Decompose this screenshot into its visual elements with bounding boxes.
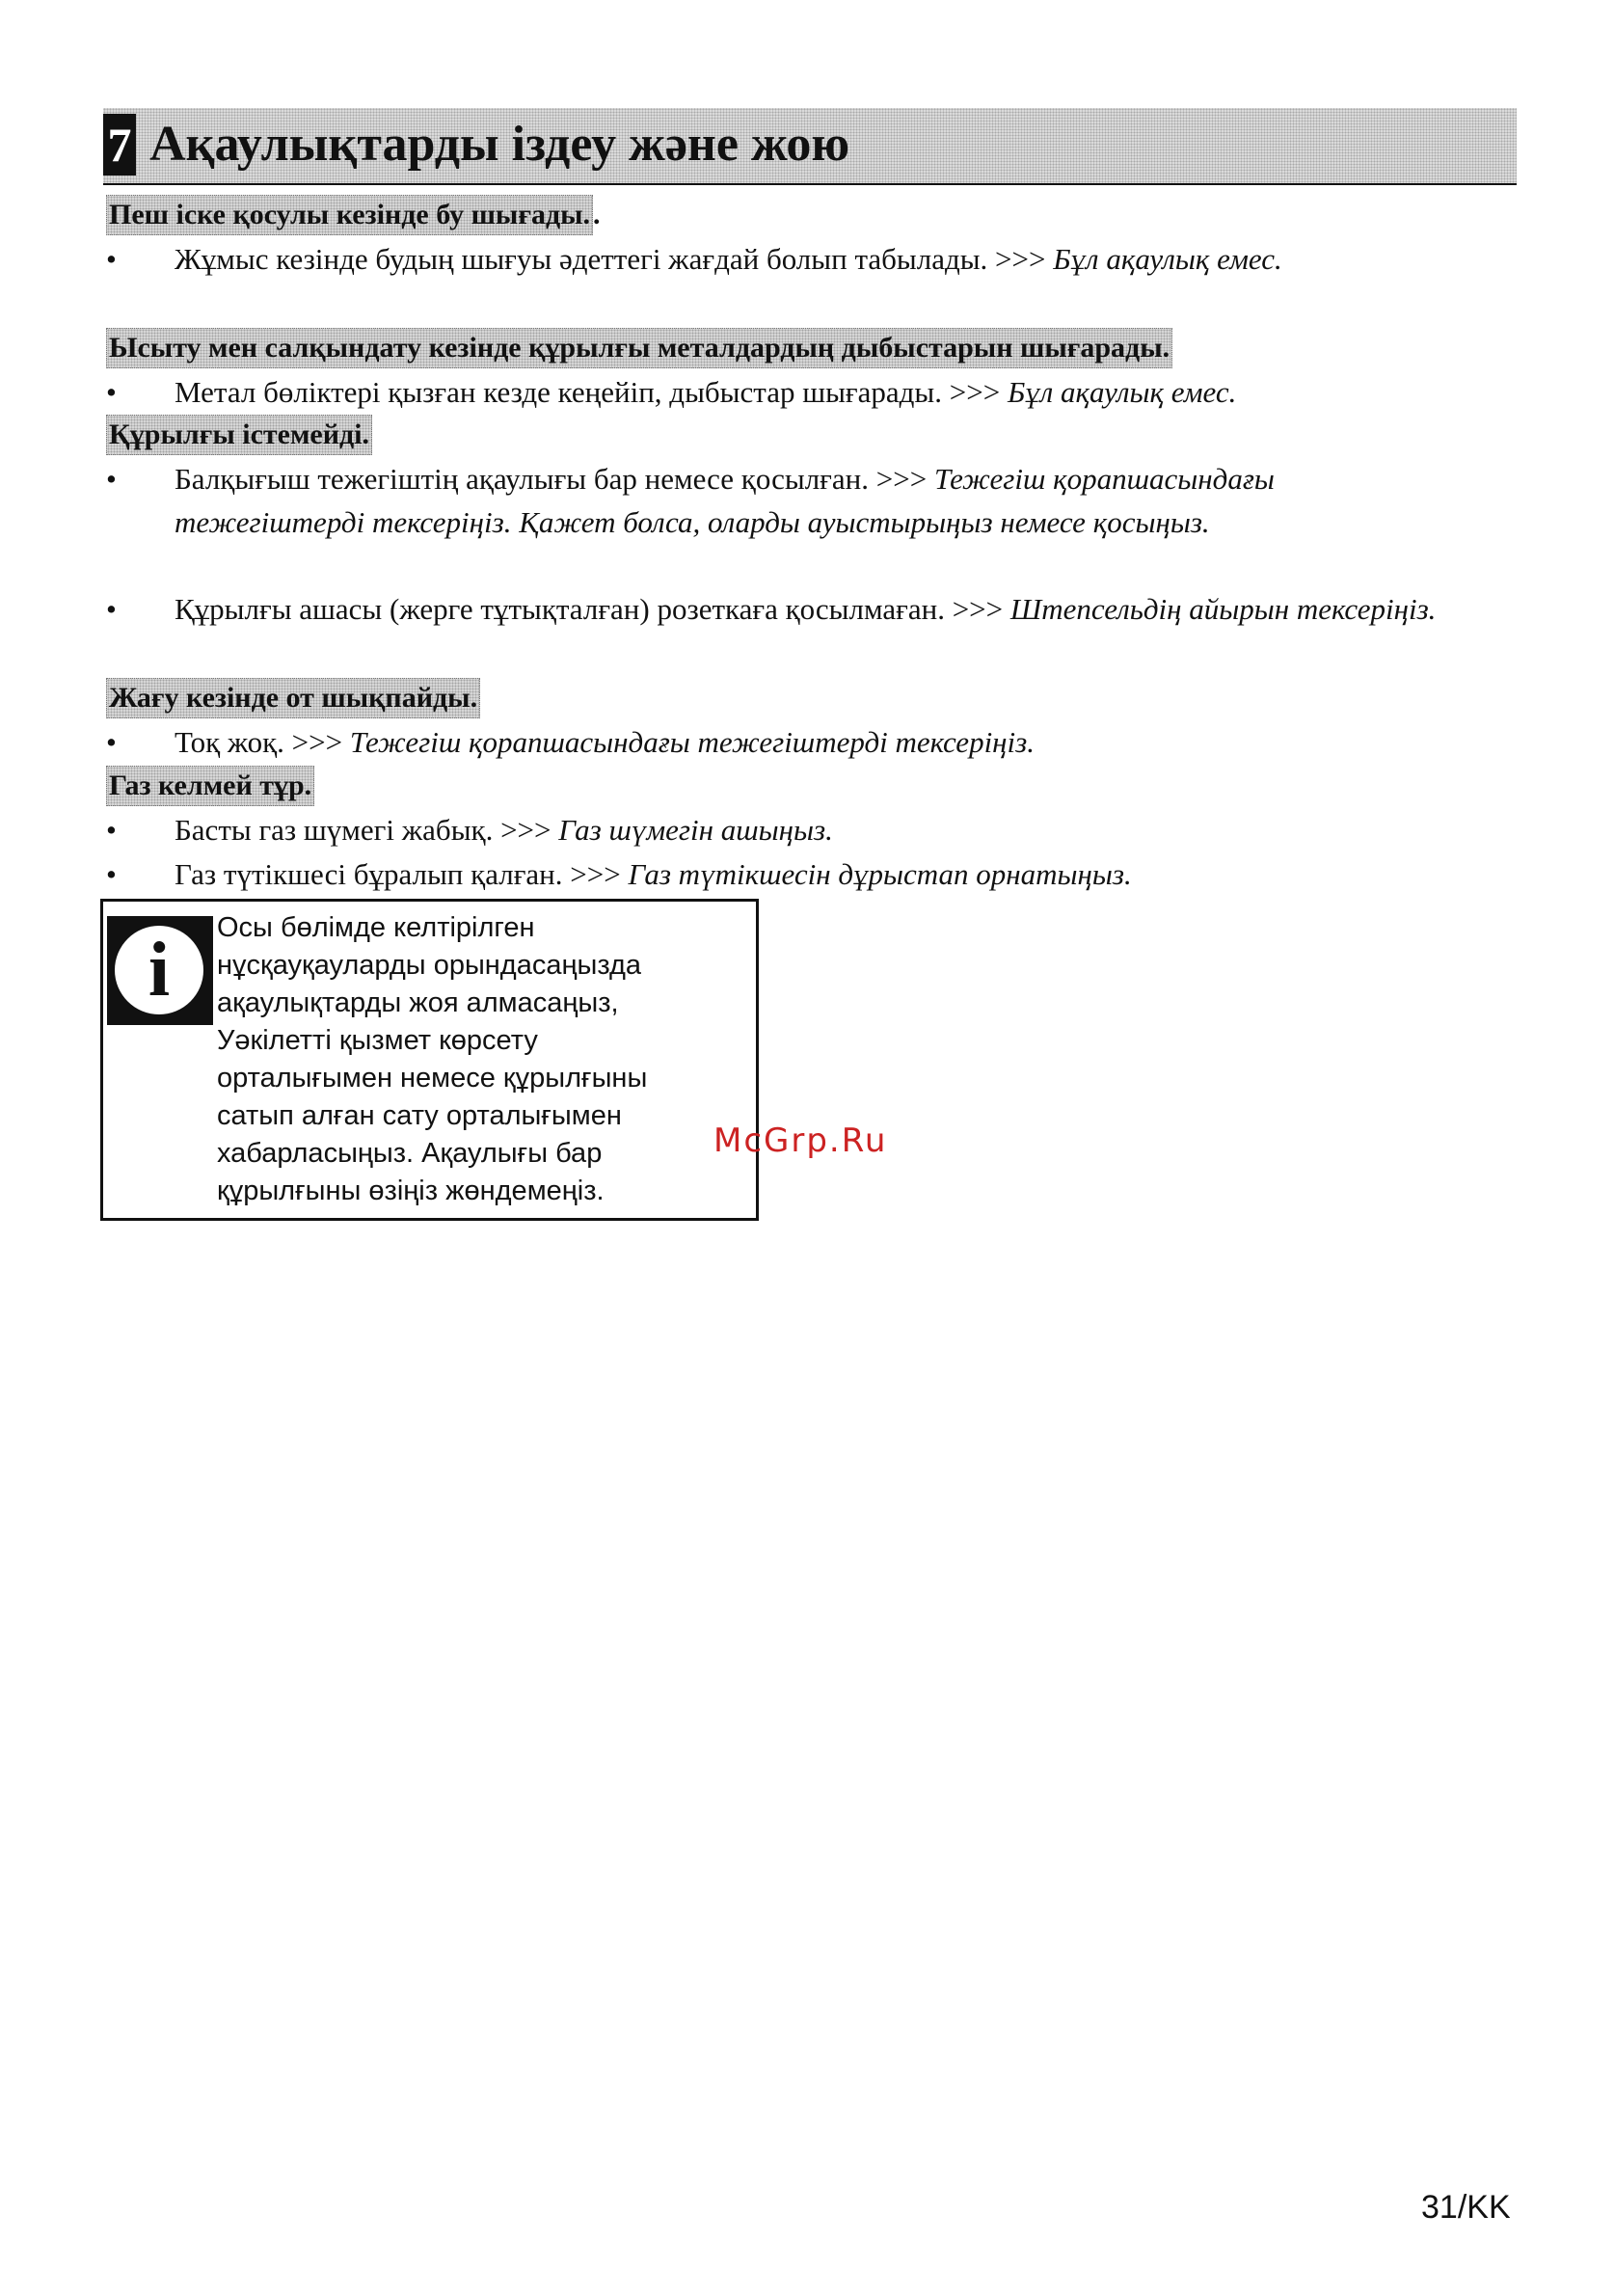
problem-text: Құрылғы ашасы (жерге тұтықталған) розеткаға қосылмаған. >>> — [175, 592, 1010, 626]
section-heading-text: Ысыту мен салқындату кезінде құрылғы металдардың дыбыстарын шығарады. — [106, 328, 1172, 368]
watermark: McGrp.Ru — [713, 1121, 888, 1160]
solution-text: Газ шүмегін ашыңыз. — [558, 813, 833, 847]
solution-text: Бұл ақаулық емес. — [1007, 375, 1237, 409]
section-heading-text: Газ келмей тұр. — [106, 766, 314, 806]
section-heading — [106, 195, 601, 233]
info-note-line: құрылғыны өзіңіз жөндемеңіз. — [217, 1175, 605, 1206]
section-heading — [106, 678, 480, 716]
bullet: • — [106, 857, 117, 891]
problem-text: Газ түтікшесі бұралып қалған. >>> — [175, 857, 629, 891]
info-note-line: сатып алған сату орталығымен — [217, 1100, 622, 1131]
info-note-box — [100, 899, 759, 1221]
problem-text: Балқығыш тежегіштің ақаулығы бар немесе қосылған. >>> — [175, 462, 934, 496]
list-item-text — [175, 370, 1544, 414]
list-item-text — [175, 852, 1544, 896]
problem-text: Басты газ шүмегі жабық. >>> — [175, 813, 559, 847]
list-item-text — [175, 587, 1466, 631]
solution-text: Бұл ақаулық емес. — [1053, 242, 1282, 276]
section-heading-suffix: . — [593, 199, 601, 230]
chapter-header — [103, 108, 1517, 185]
info-note-line: Осы бөлімде келтірілген — [217, 912, 535, 943]
section-heading — [106, 328, 1172, 366]
section-heading — [106, 415, 372, 453]
bullet: • — [106, 462, 117, 496]
info-note-line: ақаулықтарды жоя алмасаңыз, — [217, 987, 619, 1018]
info-note-line: хабарласыңыз. Ақаулығы бар — [217, 1138, 603, 1169]
list-item-text — [175, 808, 1544, 851]
bullet: • — [106, 813, 117, 847]
info-note-text — [217, 909, 699, 1210]
page-number: 31/KK — [1421, 2189, 1511, 2226]
solution-text: Тежегіш қорапшасындағы тежегіштерді тексеріңіз. Қажет болса, оларды ауыстырыңыз немесе қосыңыз. — [175, 462, 1275, 539]
list-item-text — [175, 457, 1322, 544]
info-icon: i — [107, 916, 213, 1025]
bullet: • — [106, 725, 117, 759]
bullet: • — [106, 375, 117, 409]
section-heading-text: Пеш іске қосулы кезінде бу шығады. — [106, 195, 593, 235]
info-note-line: Уәкілетті қызмет көрсету — [217, 1025, 538, 1056]
list-item-text — [175, 237, 1505, 281]
section-heading-text: Құрылғы істемейді. — [106, 415, 372, 455]
bullet: • — [106, 592, 117, 626]
problem-text: Жұмыс кезінде будың шығуы әдеттегі жағдай болып табылады. >>> — [175, 242, 1054, 276]
chapter-title: Ақаулықтарды іздеу және жою — [149, 117, 850, 172]
section-heading-text: Жағу кезінде от шықпайды. — [106, 678, 480, 718]
info-note-line: нұсқауқауларды орындасаңызда — [217, 950, 642, 981]
solution-text: Штепсельдің айырын тексеріңіз. — [1009, 592, 1437, 626]
solution-text: Тежегіш қорапшасындағы тежегіштерді тексеріңіз. — [349, 725, 1036, 759]
info-note-line: орталығымен немесе құрылғыны — [217, 1063, 648, 1094]
solution-text: Газ түтікшесін дұрыстап орнатыңыз. — [628, 857, 1132, 891]
problem-text: Тоқ жоқ. >>> — [175, 725, 350, 759]
section-heading — [106, 766, 314, 804]
list-item-text — [175, 720, 1544, 764]
problem-text: Метал бөліктері қызған кезде кеңейіп, дыбыстар шығарады. >>> — [175, 375, 1008, 409]
chapter-number: 7 — [103, 114, 136, 176]
bullet: • — [106, 242, 117, 276]
